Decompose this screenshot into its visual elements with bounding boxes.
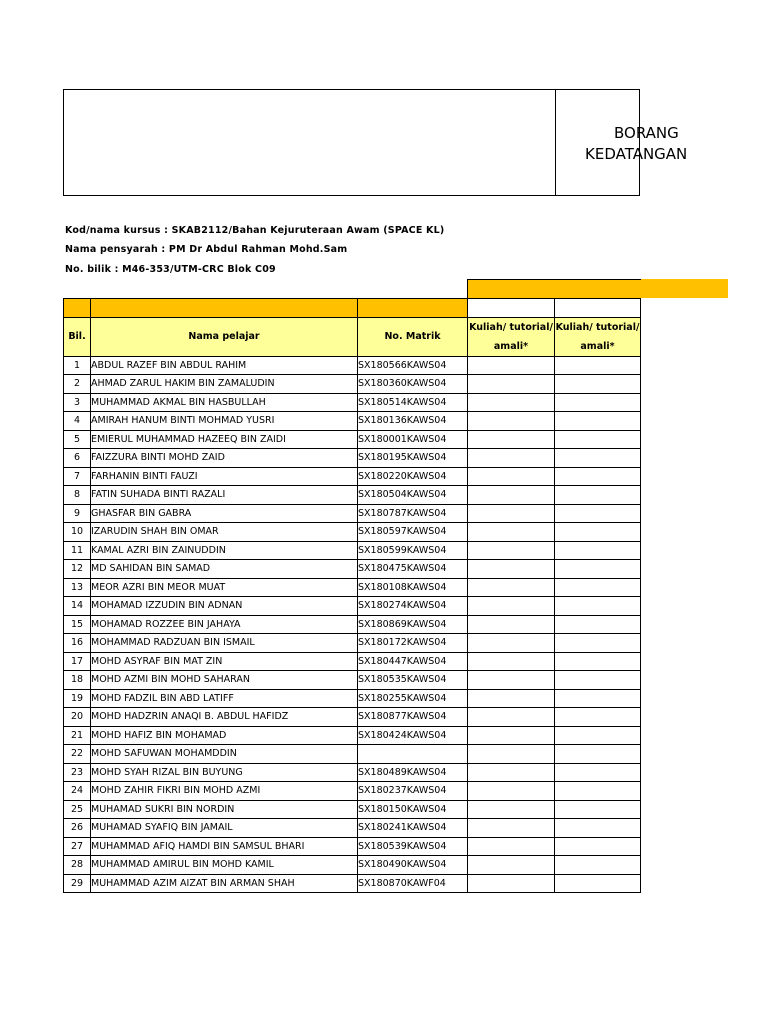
row-number: 8	[64, 486, 91, 505]
student-name: MOHD HAFIZ BIN MOHAMAD	[91, 726, 358, 745]
student-name: MUHAMMAD AFIQ HAMDI BIN SAMSUL BHARI	[91, 837, 358, 856]
table-row	[64, 486, 641, 505]
matric-number: SX180150KAWS04	[358, 800, 468, 819]
table-row	[64, 689, 641, 708]
matric-number: SX180220KAWS04	[358, 467, 468, 486]
student-name: MUHAMMAD AZIM AIZAT BIN ARMAN SHAH	[91, 874, 358, 893]
attendance-cell-2[interactable]	[555, 782, 641, 801]
attendance-cell-2[interactable]	[555, 745, 641, 764]
table-row	[64, 671, 641, 690]
attendance-cell-2[interactable]	[555, 800, 641, 819]
table-row	[64, 356, 641, 375]
student-name: MEOR AZRI BIN MEOR MUAT	[91, 578, 358, 597]
student-name: MOHD HADZRIN ANAQI B. ABDUL HAFIDZ	[91, 708, 358, 727]
table-row	[64, 782, 641, 801]
attendance-cell-1[interactable]	[468, 652, 555, 671]
attendance-cell-1[interactable]	[468, 523, 555, 542]
table-row	[64, 615, 641, 634]
attendance-table	[63, 298, 641, 893]
matric-number: SX180514KAWS04	[358, 393, 468, 412]
row-number: 16	[64, 634, 91, 653]
attendance-cell-1[interactable]	[468, 541, 555, 560]
matric-number: SX180001KAWS04	[358, 430, 468, 449]
attendance-cell-2[interactable]	[555, 837, 641, 856]
matric-number: SX180237KAWS04	[358, 782, 468, 801]
matric-number: SX180870KAWF04	[358, 874, 468, 893]
matric-number: SX180539KAWS04	[358, 837, 468, 856]
row-number: 3	[64, 393, 91, 412]
row-number: 1	[64, 356, 91, 375]
attendance-cell-1[interactable]	[468, 393, 555, 412]
table-row	[64, 652, 641, 671]
row-number: 21	[64, 726, 91, 745]
matric-number: SX180172KAWS04	[358, 634, 468, 653]
attendance-cell-1[interactable]	[468, 708, 555, 727]
matric-number: SX180787KAWS04	[358, 504, 468, 523]
student-name: MUHAMMAD AKMAL BIN HASBULLAH	[91, 393, 358, 412]
table-row	[64, 467, 641, 486]
column-header-name: Nama pelajar	[91, 317, 358, 356]
form-title-line1: BORANG	[614, 124, 679, 142]
row-number: 15	[64, 615, 91, 634]
table-row	[64, 578, 641, 597]
attendance-cell-2[interactable]	[555, 856, 641, 875]
attendance-cell-1[interactable]	[468, 560, 555, 579]
student-name: MUHAMMAD AMIRUL BIN MOHD KAMIL	[91, 856, 358, 875]
column-header-session-1: Kuliah/ tutorial/ amali*	[468, 317, 555, 356]
attendance-cell-2[interactable]	[555, 763, 641, 782]
table-row	[64, 560, 641, 579]
attendance-cell-2[interactable]	[555, 375, 641, 394]
table-row	[64, 708, 641, 727]
attendance-cell-1[interactable]	[468, 412, 555, 431]
row-number: 29	[64, 874, 91, 893]
table-row	[64, 412, 641, 431]
attendance-cell-2[interactable]	[555, 634, 641, 653]
row-number: 2	[64, 375, 91, 394]
header-row	[64, 317, 641, 356]
student-name: MUHAMAD SYAFIQ BIN JAMAIL	[91, 819, 358, 838]
table-row	[64, 726, 641, 745]
attendance-cell-2[interactable]	[555, 689, 641, 708]
header-cell-blank	[358, 299, 468, 318]
table-row	[64, 745, 641, 764]
table-row	[64, 597, 641, 616]
matric-number	[358, 745, 468, 764]
student-name: MOHD ZAHIR FIKRI BIN MOHD AZMI	[91, 782, 358, 801]
student-name: EMIERUL MUHAMMAD HAZEEQ BIN ZAIDI	[91, 430, 358, 449]
matric-number: SX180877KAWS04	[358, 708, 468, 727]
table-row	[64, 819, 641, 838]
column-header-bil: Bil.	[64, 317, 91, 356]
attendance-cell-2[interactable]	[555, 615, 641, 634]
attendance-cell-1[interactable]	[468, 837, 555, 856]
attendance-cell-1[interactable]	[468, 615, 555, 634]
form-header-box	[63, 89, 688, 196]
attendance-cell-2[interactable]	[555, 523, 641, 542]
row-number: 26	[64, 819, 91, 838]
matric-number: SX180535KAWS04	[358, 671, 468, 690]
room-info: No. bilik : M46-353/UTM-CRC Blok C09	[65, 264, 276, 275]
student-name: IZARUDIN SHAH BIN OMAR	[91, 523, 358, 542]
session-header-border	[467, 279, 641, 298]
student-name: FARHANIN BINTI FAUZI	[91, 467, 358, 486]
table-row	[64, 634, 641, 653]
attendance-cell-1[interactable]	[468, 800, 555, 819]
attendance-cell-2[interactable]	[555, 874, 641, 893]
matric-number: SX180360KAWS04	[358, 375, 468, 394]
row-number: 4	[64, 412, 91, 431]
student-name: GHASFAR BIN GABRA	[91, 504, 358, 523]
attendance-cell-2[interactable]	[555, 541, 641, 560]
attendance-cell-1[interactable]	[468, 597, 555, 616]
student-name: MOHD SAFUWAN MOHAMDDIN	[91, 745, 358, 764]
matric-number: SX180447KAWS04	[358, 652, 468, 671]
matric-number: SX180504KAWS04	[358, 486, 468, 505]
table-row	[64, 800, 641, 819]
student-name: MD SAHIDAN BIN SAMAD	[91, 560, 358, 579]
table-row	[64, 504, 641, 523]
attendance-cell-1[interactable]	[468, 356, 555, 375]
student-name: MOHD AZMI BIN MOHD SAHARAN	[91, 671, 358, 690]
header-cell-blank	[91, 299, 358, 318]
row-number: 9	[64, 504, 91, 523]
student-name: MUHAMAD SUKRI BIN NORDIN	[91, 800, 358, 819]
student-name: MOHAMMAD RADZUAN BIN ISMAIL	[91, 634, 358, 653]
course-info: Kod/nama kursus : SKAB2112/Bahan Kejuruteraan Awam (SPACE KL)	[65, 225, 445, 236]
matric-number: SX180241KAWS04	[358, 819, 468, 838]
row-number: 20	[64, 708, 91, 727]
row-number: 6	[64, 449, 91, 468]
attendance-cell-2[interactable]	[555, 819, 641, 838]
attendance-cell-2[interactable]	[555, 393, 641, 412]
student-name: MOHD FADZIL BIN ABD LATIFF	[91, 689, 358, 708]
row-number: 19	[64, 689, 91, 708]
attendance-cell-1[interactable]	[468, 634, 555, 653]
attendance-cell-1[interactable]	[468, 449, 555, 468]
matric-number: SX180490KAWS04	[358, 856, 468, 875]
attendance-cell-1[interactable]	[468, 856, 555, 875]
table-row	[64, 541, 641, 560]
student-name: KAMAL AZRI BIN ZAINUDDIN	[91, 541, 358, 560]
attendance-cell-2[interactable]	[555, 671, 641, 690]
attendance-cell-2[interactable]	[555, 597, 641, 616]
table-row	[64, 523, 641, 542]
row-number: 27	[64, 837, 91, 856]
attendance-cell-1[interactable]	[468, 578, 555, 597]
attendance-cell-2[interactable]	[555, 356, 641, 375]
row-number: 22	[64, 745, 91, 764]
column-header-matrik: No. Matrik	[358, 317, 468, 356]
student-name: FAIZZURA BINTI MOHD ZAID	[91, 449, 358, 468]
table-row	[64, 837, 641, 856]
row-number: 7	[64, 467, 91, 486]
matric-number: SX180136KAWS04	[358, 412, 468, 431]
student-name: MOHAMAD ROZZEE BIN JAHAYA	[91, 615, 358, 634]
attendance-cell-2[interactable]	[555, 486, 641, 505]
header-cell-blank	[64, 299, 91, 318]
matric-number: SX180869KAWS04	[358, 615, 468, 634]
form-title-line2: KEDATANGAN	[585, 145, 688, 163]
attendance-cell-1[interactable]	[468, 375, 555, 394]
table-row	[64, 449, 641, 468]
row-number: 5	[64, 430, 91, 449]
row-number: 24	[64, 782, 91, 801]
student-name: ABDUL RAZEF BIN ABDUL RAHIM	[91, 356, 358, 375]
matric-number: SX180195KAWS04	[358, 449, 468, 468]
attendance-cell-1[interactable]	[468, 819, 555, 838]
lecturer-info: Nama pensyarah : PM Dr Abdul Rahman Mohd.Sam	[65, 244, 348, 255]
attendance-cell-1[interactable]	[468, 726, 555, 745]
table-row	[64, 763, 641, 782]
attendance-cell-1[interactable]	[468, 782, 555, 801]
student-name: MOHD SYAH RIZAL BIN BUYUNG	[91, 763, 358, 782]
header-cell-blank	[468, 299, 555, 318]
header-divider	[555, 90, 556, 195]
matric-number: SX180489KAWS04	[358, 763, 468, 782]
header-cell-blank	[555, 299, 641, 318]
table-row	[64, 856, 641, 875]
attendance-cell-1[interactable]	[468, 874, 555, 893]
row-number: 25	[64, 800, 91, 819]
table-row	[64, 430, 641, 449]
attendance-cell-1[interactable]	[468, 430, 555, 449]
student-name: MOHD ASYRAF BIN MAT ZIN	[91, 652, 358, 671]
attendance-cell-2[interactable]	[555, 467, 641, 486]
row-number: 23	[64, 763, 91, 782]
attendance-cell-2[interactable]	[555, 504, 641, 523]
matric-number: SX180475KAWS04	[358, 560, 468, 579]
attendance-cell-1[interactable]	[468, 763, 555, 782]
matric-number: SX180255KAWS04	[358, 689, 468, 708]
student-name: AMIRAH HANUM BINTI MOHMAD YUSRI	[91, 412, 358, 431]
row-number: 14	[64, 597, 91, 616]
matric-number: SX180108KAWS04	[358, 578, 468, 597]
attendance-cell-2[interactable]	[555, 578, 641, 597]
matric-number: SX180566KAWS04	[358, 356, 468, 375]
attendance-cell-1[interactable]	[468, 671, 555, 690]
attendance-cell-2[interactable]	[555, 430, 641, 449]
attendance-cell-2[interactable]	[555, 652, 641, 671]
student-name: AHMAD ZARUL HAKIM BIN ZAMALUDIN	[91, 375, 358, 394]
row-number: 11	[64, 541, 91, 560]
table-row	[64, 874, 641, 893]
matric-number: SX180599KAWS04	[358, 541, 468, 560]
attendance-cell-1[interactable]	[468, 504, 555, 523]
row-number: 17	[64, 652, 91, 671]
student-name: FATIN SUHADA BINTI RAZALI	[91, 486, 358, 505]
attendance-cell-1[interactable]	[468, 467, 555, 486]
table-row	[64, 393, 641, 412]
attendance-cell-2[interactable]	[555, 560, 641, 579]
attendance-cell-2[interactable]	[555, 412, 641, 431]
student-name: MOHAMAD IZZUDIN BIN ADNAN	[91, 597, 358, 616]
attendance-cell-2[interactable]	[555, 726, 641, 745]
matric-number: SX180424KAWS04	[358, 726, 468, 745]
row-number: 13	[64, 578, 91, 597]
attendance-cell-1[interactable]	[468, 745, 555, 764]
header-row-top	[64, 299, 641, 318]
attendance-cell-2[interactable]	[555, 708, 641, 727]
column-header-session-2: Kuliah/ tutorial/ amali*	[555, 317, 641, 356]
row-number: 28	[64, 856, 91, 875]
row-number: 12	[64, 560, 91, 579]
attendance-cell-2[interactable]	[555, 449, 641, 468]
row-number: 18	[64, 671, 91, 690]
attendance-cell-1[interactable]	[468, 486, 555, 505]
matric-number: SX180274KAWS04	[358, 597, 468, 616]
row-number: 10	[64, 523, 91, 542]
table-row	[64, 375, 641, 394]
attendance-cell-1[interactable]	[468, 689, 555, 708]
matric-number: SX180597KAWS04	[358, 523, 468, 542]
